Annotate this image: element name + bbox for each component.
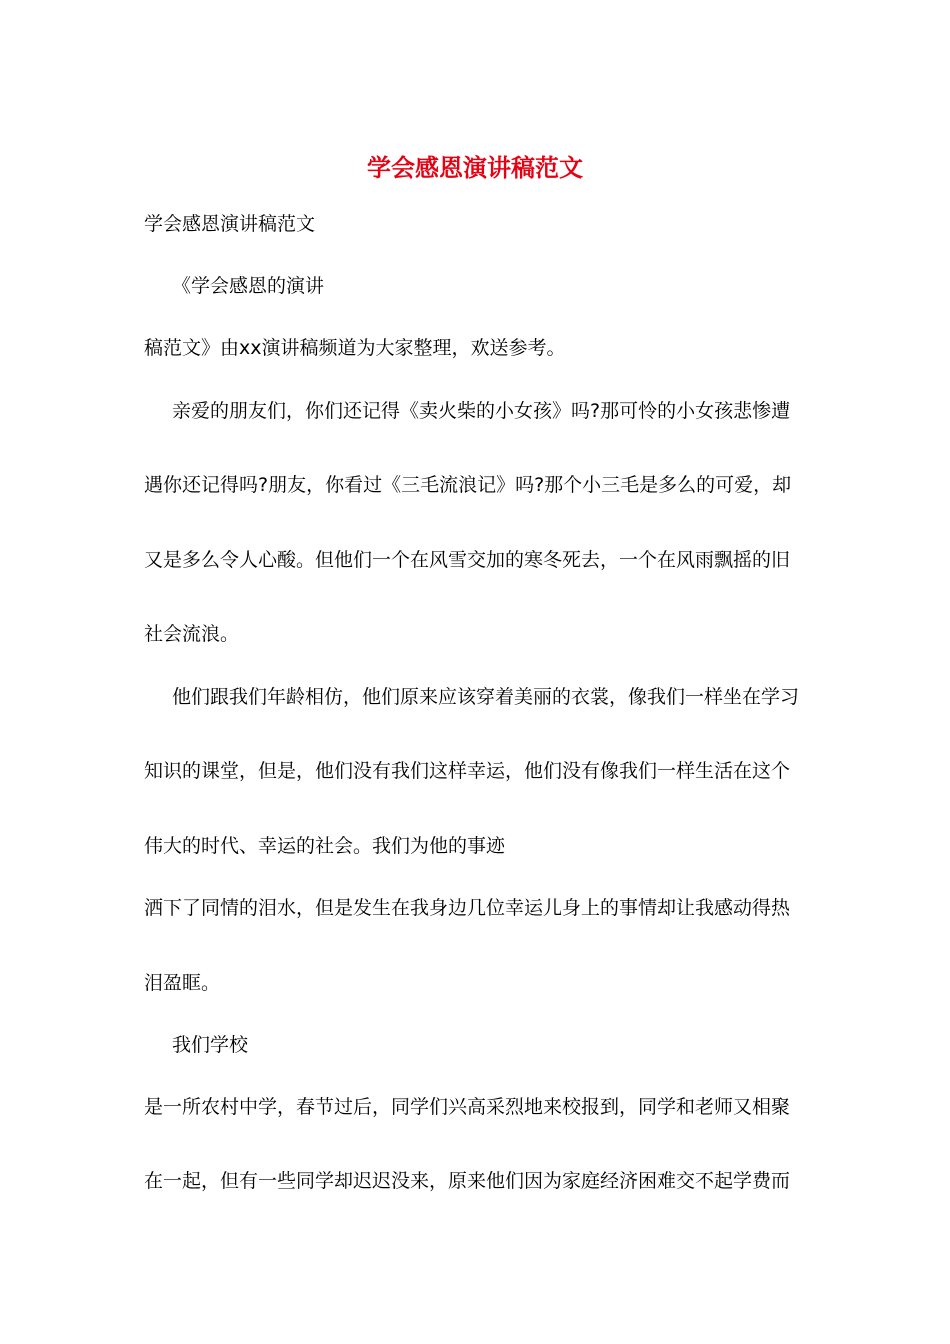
paragraph-line: 亲爱的朋友们，你们还记得《卖火柴的小女孩》吗?那可怜的小女孩悲惨遭 [172, 400, 791, 422]
paragraph-line: 遇你还记得吗?朋友，你看过《三毛流浪记》吗?那个小三毛是多么的可爱，却 [144, 474, 792, 496]
paragraph-line: 稿范文》由xx演讲稿频道为大家整理，欢送参考。 [144, 337, 566, 359]
paragraph-line: 在一起，但有一些同学却迟迟没来，原来他们因为家庭经济困难交不起学费而 [144, 1170, 791, 1192]
paragraph-line: 伟大的时代、幸运的社会。我们为他的事迹 [144, 835, 506, 857]
paragraph-line: 我们学校 [172, 1034, 249, 1056]
paragraph-line: 泪盈眶。 [144, 972, 221, 994]
document-title: 学会感恩演讲稿范文 [367, 153, 583, 182]
paragraph-line: 又是多么令人心酸。但他们一个在风雪交加的寒冬死去，一个在风雨飘摇的旧 [144, 549, 791, 571]
paragraph-line: 社会流浪。 [144, 623, 240, 645]
paragraph-line: 洒下了同情的泪水，但是发生在我身边几位幸运儿身上的事情却让我感动得热 [144, 897, 791, 919]
paragraph-line: 知识的课堂，但是，他们没有我们这样幸运，他们没有像我们一样生活在这个 [144, 760, 791, 782]
subtitle-line: 学会感恩演讲稿范文 [144, 213, 316, 235]
paragraph-line: 他们跟我们年龄相仿，他们原来应该穿着美丽的衣裳，像我们一样坐在学习 [172, 686, 800, 708]
paragraph-line: 《学会感恩的演讲 [172, 275, 325, 297]
paragraph-line: 是一所农村中学，春节过后，同学们兴高采烈地来校报到，同学和老师又相聚 [144, 1096, 791, 1118]
